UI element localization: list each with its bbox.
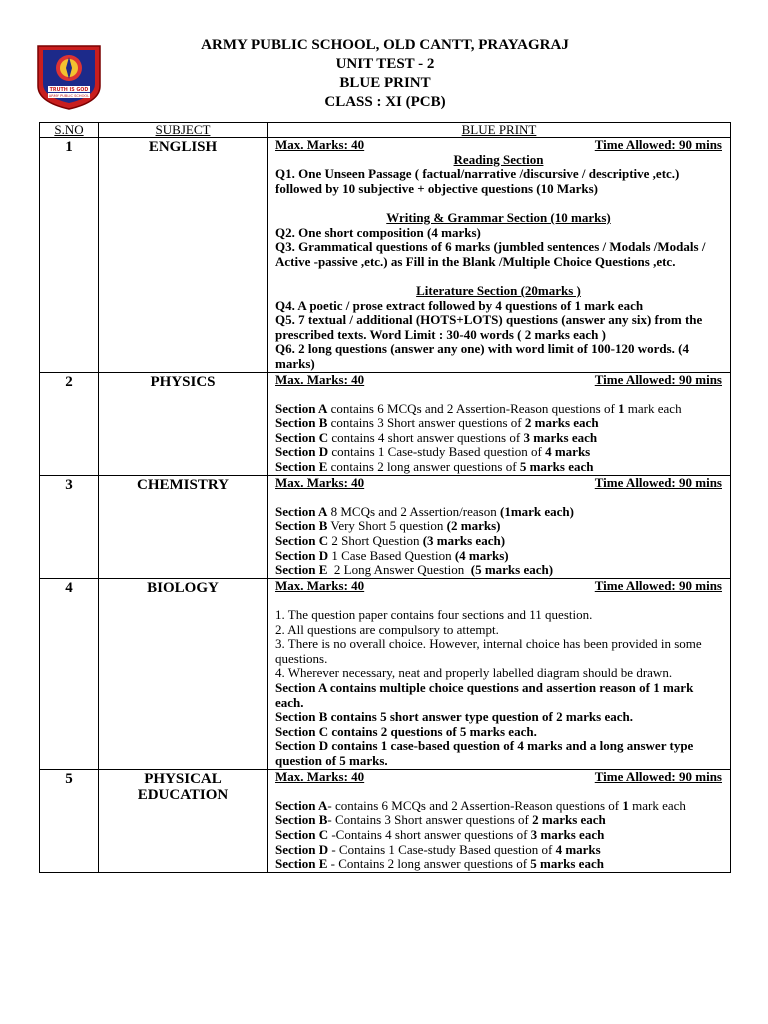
question-line: Q6. 2 long questions (answer any one) with word limit of 100-120 words. (4 marks) <box>275 341 689 371</box>
section-line: Section E contains 2 long answer questions of 5 marks each <box>275 459 594 475</box>
row-subject: BIOLOGY <box>99 578 268 769</box>
question-line: Q2. One short composition (4 marks) <box>275 224 481 240</box>
section-line: Section C contains 2 questions of 5 marks each. <box>275 723 537 739</box>
section-line: Section C 2 Short Question (3 marks each) <box>275 533 506 549</box>
svg-text:ARMY PUBLIC SCHOOL: ARMY PUBLIC SCHOOL <box>48 94 90 98</box>
row-blueprint <box>268 372 731 475</box>
section-line: Section D - Contains 1 Case-study Based question of 4 marks <box>275 841 601 857</box>
section-line: Section C -Contains 4 short answer questions of 3 marks each <box>275 826 605 842</box>
blueprint-table <box>39 122 731 873</box>
note-line: 2. All questions are compulsory to attempt. <box>275 621 499 637</box>
section-line: Section B Very Short 5 question (2 marks) <box>275 518 501 534</box>
school-logo <box>28 42 110 110</box>
row-subject: CHEMISTRY <box>99 475 268 578</box>
table-row <box>40 372 731 475</box>
marks-time: Max. Marks: 40 Time Allowed: 90 mins <box>275 577 722 593</box>
question-line: Q5. 7 textual / additional (HOTS+LOTS) questions (answer any six) from the prescribed texts. Word Limit : 30-40 words ( 2 marks each ) <box>275 312 703 342</box>
row-subject: PHYSICAL EDUCATION <box>99 769 268 872</box>
marks-time: Max. Marks: 40 Time Allowed: 90 mins <box>275 768 722 784</box>
document-header <box>110 36 660 112</box>
col-sno: S.NO <box>40 123 99 138</box>
section-line: Section B contains 3 Short answer questions of 2 marks each <box>275 415 599 431</box>
school-name: ARMY PUBLIC SCHOOL, OLD CANTT, PRAYAGRAJ <box>201 37 569 53</box>
section-line: Section D contains 1 case-based question of 4 marks and a long answer type question of 5 marks. <box>275 738 694 768</box>
row-subject: PHYSICS <box>99 372 268 475</box>
row-blueprint <box>268 769 731 872</box>
col-subject: SUBJECT <box>99 123 268 138</box>
section-line: Section E 2 Long Answer Question (5 marks each) <box>275 562 554 578</box>
section-line: Section A 8 MCQs and 2 Assertion/reason (1mark each) <box>275 503 574 519</box>
question-line: Q1. One Unseen Passage ( factual/narrative /discursive / descriptive ,etc.) followed by 10 subjective + objective questions (10 Marks) <box>275 166 680 196</box>
section-line: Section C contains 4 short answer questions of 3 marks each <box>275 429 598 445</box>
table-row <box>40 475 731 578</box>
row-subject: ENGLISH <box>99 138 268 373</box>
table-row <box>40 769 731 872</box>
row-sno: 3 <box>40 475 99 578</box>
row-sno: 1 <box>40 138 99 373</box>
section-heading: Reading Section <box>453 151 544 167</box>
row-sno: 4 <box>40 578 99 769</box>
section-line: Section D 1 Case Based Question (4 marks) <box>275 547 509 563</box>
table-row <box>40 138 731 373</box>
section-line: Section E - Contains 2 long answer questions of 5 marks each <box>275 856 604 872</box>
note-line: 4. Wherever necessary, neat and properly labelled diagram should be drawn. <box>275 665 673 681</box>
col-blueprint: BLUE PRINT <box>268 123 731 138</box>
class-name: CLASS : XI (PCB) <box>324 94 446 110</box>
row-blueprint <box>268 475 731 578</box>
table-row <box>40 578 731 769</box>
marks-time: Max. Marks: 40 Time Allowed: 90 mins <box>275 474 722 490</box>
question-line: Q4. A poetic / prose extract followed by 4 questions of 1 mark each <box>275 297 644 313</box>
note-line: 3. There is no overall choice. However, internal choice has been provided in some questions. <box>275 636 702 666</box>
row-blueprint <box>268 138 731 373</box>
row-blueprint <box>268 578 731 769</box>
table-header-row <box>40 123 731 138</box>
section-line: Section B contains 5 short answer type question of 2 marks each. <box>275 709 633 725</box>
marks-time: Max. Marks: 40 Time Allowed: 90 mins <box>275 371 722 387</box>
section-line: Section A- contains 6 MCQs and 2 Assertion-Reason questions of 1 mark each <box>275 797 686 813</box>
section-line: Section A contains multiple choice questions and assertion reason of 1 mark each. <box>275 679 694 710</box>
section-heading: Writing & Grammar Section (10 marks) <box>386 209 611 225</box>
row-sno: 2 <box>40 372 99 475</box>
note-line: 1. The question paper contains four sections and 11 question. <box>275 607 593 622</box>
row-sno: 5 <box>40 769 99 872</box>
section-heading: Literature Section (20marks ) <box>416 282 581 298</box>
section-line: Section B- Contains 3 Short answer questions of 2 marks each <box>275 812 606 828</box>
doc-title: BLUE PRINT <box>339 75 431 91</box>
section-line: Section A contains 6 MCQs and 2 Assertion-Reason questions of 1 mark each <box>275 400 682 416</box>
question-line: Q3. Grammatical questions of 6 marks (jumbled sentences / Modals /Modals / Active -passive ,etc.) as Fill in the Blank /Multiple Choice Questions ,etc. <box>275 239 706 269</box>
svg-text:TRUTH IS GOD: TRUTH IS GOD <box>49 88 89 93</box>
marks-time: Max. Marks: 40 Time Allowed: 90 mins <box>275 137 722 152</box>
section-line: Section D contains 1 Case-study Based question of 4 marks <box>275 444 591 460</box>
test-name: UNIT TEST - 2 <box>335 56 435 72</box>
